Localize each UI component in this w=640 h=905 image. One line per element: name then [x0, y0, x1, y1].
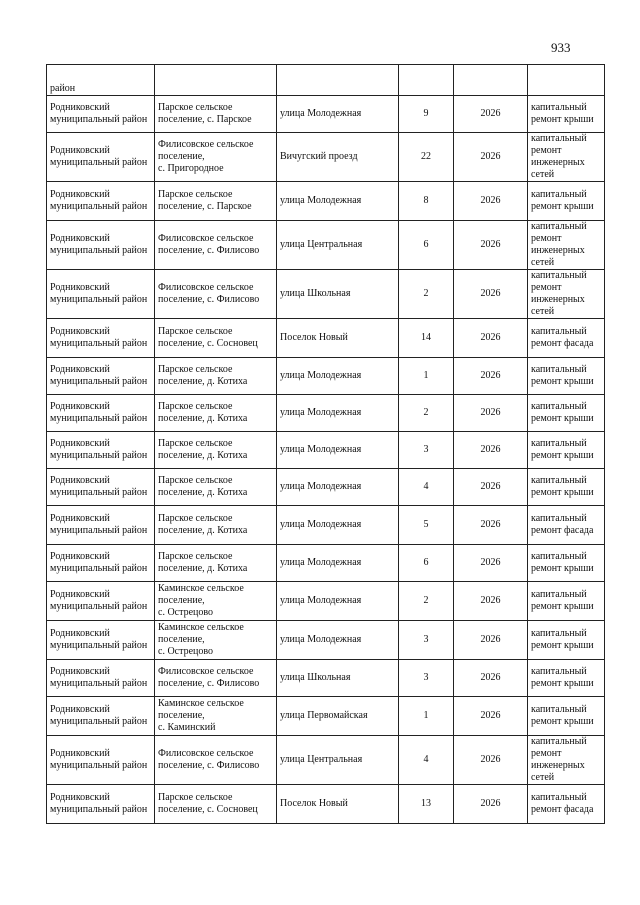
settlement-cell: Парское сельское поселение, д. Котиха	[155, 469, 277, 506]
settlement-cell: Филисовское сельское поселение, с. Филисово	[155, 660, 277, 697]
street-cell: улица Молодежная	[277, 545, 399, 582]
work-cell: капитальный ремонт крыши	[528, 469, 605, 506]
year-cell: 2026	[454, 432, 528, 469]
settlement-cell: Парское сельское поселение, д. Котиха	[155, 506, 277, 545]
settlement-cell: Парское сельское поселение, д. Котиха	[155, 358, 277, 395]
settlement-cell: Парское сельское поселение, с. Сосновец	[155, 319, 277, 358]
table-row	[47, 270, 605, 319]
house-cell: 2	[399, 582, 454, 621]
district-cell: Родниковский муниципальный район	[47, 785, 155, 824]
work-cell: капитальный ремонт крыши	[528, 545, 605, 582]
year-cell: 2026	[454, 221, 528, 270]
work-cell: капитальный ремонт крыши	[528, 395, 605, 432]
street-cell: Поселок Новый	[277, 785, 399, 824]
house-cell: 9	[399, 96, 454, 133]
street-cell: Поселок Новый	[277, 319, 399, 358]
work-cell: капитальный ремонт фасада	[528, 785, 605, 824]
street-cell: Вичугский проезд	[277, 133, 399, 182]
street-cell: улица Молодежная	[277, 506, 399, 545]
year-cell: 2026	[454, 96, 528, 133]
year-cell: 2026	[454, 469, 528, 506]
street-cell: улица Молодежная	[277, 395, 399, 432]
work-cell: капитальный ремонт крыши	[528, 358, 605, 395]
street-cell: улица Молодежная	[277, 432, 399, 469]
house-cell: 3	[399, 432, 454, 469]
continuation-row	[47, 65, 605, 96]
year-cell: 2026	[454, 736, 528, 785]
table-row	[47, 133, 605, 182]
district-cell: Родниковский муниципальный район	[47, 133, 155, 182]
street-cell: улица Молодежная	[277, 621, 399, 660]
table-row	[47, 545, 605, 582]
street-cell	[277, 65, 399, 96]
house-cell: 4	[399, 469, 454, 506]
district-cell: Родниковский муниципальный район	[47, 736, 155, 785]
work-cell: капитальный ремонт крыши	[528, 582, 605, 621]
settlement-cell: Филисовское сельское поселение, с. Филисово	[155, 270, 277, 319]
district-cell: Родниковский муниципальный район	[47, 270, 155, 319]
year-cell: 2026	[454, 319, 528, 358]
work-cell: капитальный ремонт инженерных сетей	[528, 133, 605, 182]
house-cell: 6	[399, 221, 454, 270]
year-cell: 2026	[454, 660, 528, 697]
year-cell: 2026	[454, 545, 528, 582]
year-cell	[454, 65, 528, 96]
street-cell: улица Первомайская	[277, 697, 399, 736]
work-cell: капитальный ремонт инженерных сетей	[528, 221, 605, 270]
table-row	[47, 469, 605, 506]
house-cell	[399, 65, 454, 96]
work-cell: капитальный ремонт крыши	[528, 697, 605, 736]
work-cell: капитальный ремонт инженерных сетей	[528, 270, 605, 319]
house-cell: 6	[399, 545, 454, 582]
street-cell: улица Молодежная	[277, 358, 399, 395]
district-cell: Родниковский муниципальный район	[47, 697, 155, 736]
settlement-cell: Парское сельское поселение, с. Сосновец	[155, 785, 277, 824]
settlement-cell: Каминское сельское поселение, с. Острецово	[155, 621, 277, 660]
district-cell: район	[47, 65, 155, 96]
district-cell: Родниковский муниципальный район	[47, 506, 155, 545]
house-cell: 22	[399, 133, 454, 182]
table-row	[47, 319, 605, 358]
year-cell: 2026	[454, 785, 528, 824]
work-cell: капитальный ремонт крыши	[528, 660, 605, 697]
table-row	[47, 621, 605, 660]
street-cell: улица Центральная	[277, 736, 399, 785]
housing-repair-table	[46, 64, 605, 824]
house-cell: 4	[399, 736, 454, 785]
district-cell: Родниковский муниципальный район	[47, 469, 155, 506]
work-cell: капитальный ремонт инженерных сетей	[528, 736, 605, 785]
work-cell: капитальный ремонт крыши	[528, 621, 605, 660]
street-cell: улица Школьная	[277, 660, 399, 697]
table-row	[47, 432, 605, 469]
page-number: 933	[551, 40, 571, 55]
table-row	[47, 358, 605, 395]
year-cell: 2026	[454, 697, 528, 736]
settlement-cell: Филисовское сельское поселение, с. Филисово	[155, 736, 277, 785]
house-cell: 8	[399, 182, 454, 221]
district-cell: Родниковский муниципальный район	[47, 660, 155, 697]
house-cell: 3	[399, 660, 454, 697]
table-row	[47, 182, 605, 221]
settlement-cell	[155, 65, 277, 96]
street-cell: улица Школьная	[277, 270, 399, 319]
table-row	[47, 221, 605, 270]
table-row	[47, 785, 605, 824]
district-cell: Родниковский муниципальный район	[47, 582, 155, 621]
house-cell: 5	[399, 506, 454, 545]
year-cell: 2026	[454, 395, 528, 432]
district-cell: Родниковский муниципальный район	[47, 221, 155, 270]
district-cell: Родниковский муниципальный район	[47, 432, 155, 469]
table-row	[47, 582, 605, 621]
year-cell: 2026	[454, 582, 528, 621]
work-cell: капитальный ремонт крыши	[528, 96, 605, 133]
street-cell: улица Молодежная	[277, 96, 399, 133]
year-cell: 2026	[454, 506, 528, 545]
district-cell: Родниковский муниципальный район	[47, 621, 155, 660]
table-row	[47, 96, 605, 133]
house-cell: 14	[399, 319, 454, 358]
table-row	[47, 506, 605, 545]
settlement-cell: Парское сельское поселение, с. Парское	[155, 182, 277, 221]
year-cell: 2026	[454, 358, 528, 395]
table-row	[47, 395, 605, 432]
year-cell: 2026	[454, 270, 528, 319]
house-cell: 1	[399, 358, 454, 395]
work-cell	[528, 65, 605, 96]
district-cell: Родниковский муниципальный район	[47, 395, 155, 432]
work-cell: капитальный ремонт фасада	[528, 506, 605, 545]
house-cell: 1	[399, 697, 454, 736]
house-cell: 3	[399, 621, 454, 660]
settlement-cell: Филисовское сельское поселение, с. Пригородное	[155, 133, 277, 182]
house-cell: 2	[399, 270, 454, 319]
settlement-cell: Филисовское сельское поселение, с. Филисово	[155, 221, 277, 270]
district-cell: Родниковский муниципальный район	[47, 545, 155, 582]
settlement-cell: Каминское сельское поселение, с. Каминский	[155, 697, 277, 736]
district-cell: Родниковский муниципальный район	[47, 358, 155, 395]
street-cell: улица Молодежная	[277, 182, 399, 221]
house-cell: 13	[399, 785, 454, 824]
district-cell: Родниковский муниципальный район	[47, 182, 155, 221]
year-cell: 2026	[454, 182, 528, 221]
street-cell: улица Молодежная	[277, 582, 399, 621]
work-cell: капитальный ремонт фасада	[528, 319, 605, 358]
work-cell: капитальный ремонт крыши	[528, 182, 605, 221]
table-row	[47, 736, 605, 785]
settlement-cell: Парское сельское поселение, д. Котиха	[155, 545, 277, 582]
house-cell: 2	[399, 395, 454, 432]
settlement-cell: Каминское сельское поселение, с. Острецово	[155, 582, 277, 621]
district-cell: Родниковский муниципальный район	[47, 96, 155, 133]
year-cell: 2026	[454, 133, 528, 182]
year-cell: 2026	[454, 621, 528, 660]
street-cell: улица Центральная	[277, 221, 399, 270]
work-cell: капитальный ремонт крыши	[528, 432, 605, 469]
settlement-cell: Парское сельское поселение, д. Котиха	[155, 432, 277, 469]
settlement-cell: Парское сельское поселение, д. Котиха	[155, 395, 277, 432]
table-row	[47, 697, 605, 736]
street-cell: улица Молодежная	[277, 469, 399, 506]
settlement-cell: Парское сельское поселение, с. Парское	[155, 96, 277, 133]
district-cell: Родниковский муниципальный район	[47, 319, 155, 358]
table-row	[47, 660, 605, 697]
